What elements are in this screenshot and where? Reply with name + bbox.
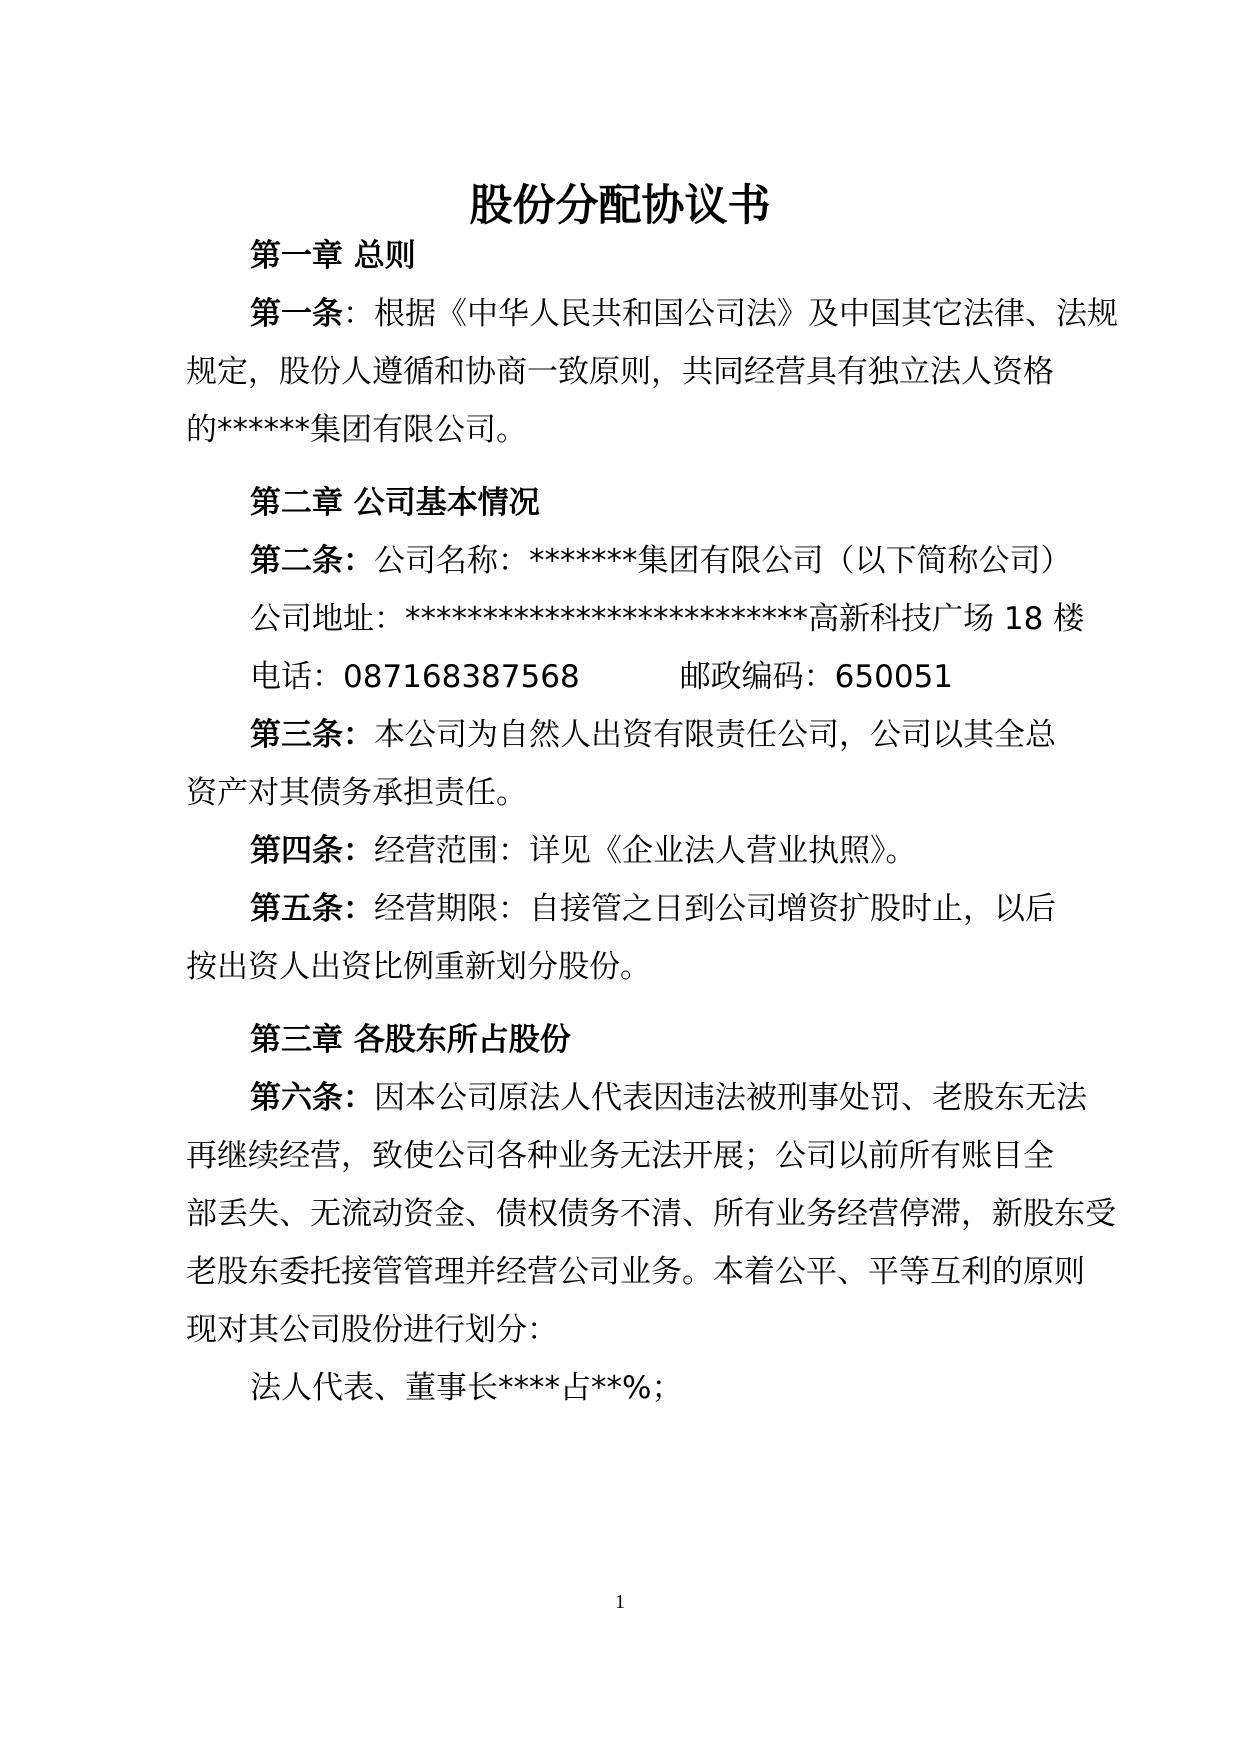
article-text: 经营期限：自接管之日到公司增资扩股时止，以后 [374, 891, 1056, 927]
chapter-heading: 第二章 公司基本情况 [250, 485, 540, 521]
chapter-heading: 第一章 总则 [250, 238, 416, 274]
article-1 [250, 292, 1118, 336]
article-2 [250, 539, 1072, 583]
page-number: 1 [615, 1591, 625, 1613]
company-name: 公司名称：*******集团有限公司（以下简称公司） [374, 543, 1072, 579]
company-address: 公司地址：**************************高新科技广场 18 楼 [250, 601, 1085, 637]
article-text: 本公司为自然人出资有限责任公司，公司以其全总 [374, 717, 1056, 753]
article-5 [250, 887, 1056, 931]
chapter-heading: 第三章 各股东所占股份 [250, 1022, 571, 1058]
phone: 电话：087168387568 [250, 659, 580, 695]
article-6-line: 部丢失、无流动资金、债权债务不清、所有业务经营停滞，新股东受 [186, 1196, 1116, 1232]
article-text: 经营范围：详见《企业法人营业执照》。 [374, 833, 917, 869]
article-label: 第三条： [250, 717, 374, 753]
article-label: 第二条： [250, 543, 374, 579]
article-1-line: 的******集团有限公司。 [186, 412, 527, 448]
article-6-line: 老股东委托接管管理并经营公司业务。本着公平、平等互利的原则 [186, 1254, 1085, 1290]
article-text: 因本公司原法人代表因违法被刑事处罚、老股东无法 [374, 1080, 1087, 1116]
article-5-line: 按出资人出资比例重新划分股份。 [186, 949, 651, 985]
article-3-line: 资产对其债务承担责任。 [186, 775, 527, 811]
postcode: 邮政编码：650051 [679, 659, 954, 695]
article-label: 第五条： [250, 891, 374, 927]
share-allocation-line: 法人代表、董事长****占**%； [250, 1370, 683, 1406]
article-label: 第一条 [250, 296, 343, 332]
article-6 [250, 1076, 1087, 1120]
document-title: 股份分配协议书 [469, 181, 771, 231]
contact-line [250, 655, 953, 699]
article-6-line: 再继续经营，致使公司各种业务无法开展；公司以前所有账目全 [186, 1138, 1054, 1174]
article-text: ：根据《中华人民共和国公司法》及中国其它法律、法规 [343, 296, 1118, 332]
article-4 [250, 829, 917, 873]
article-label: 第六条： [250, 1080, 374, 1116]
article-label: 第四条： [250, 833, 374, 869]
article-3 [250, 713, 1056, 757]
article-6-line: 现对其公司股份进行划分： [186, 1312, 558, 1348]
article-1-line: 规定，股份人遵循和协商一致原则，共同经营具有独立法人资格 [186, 354, 1054, 390]
